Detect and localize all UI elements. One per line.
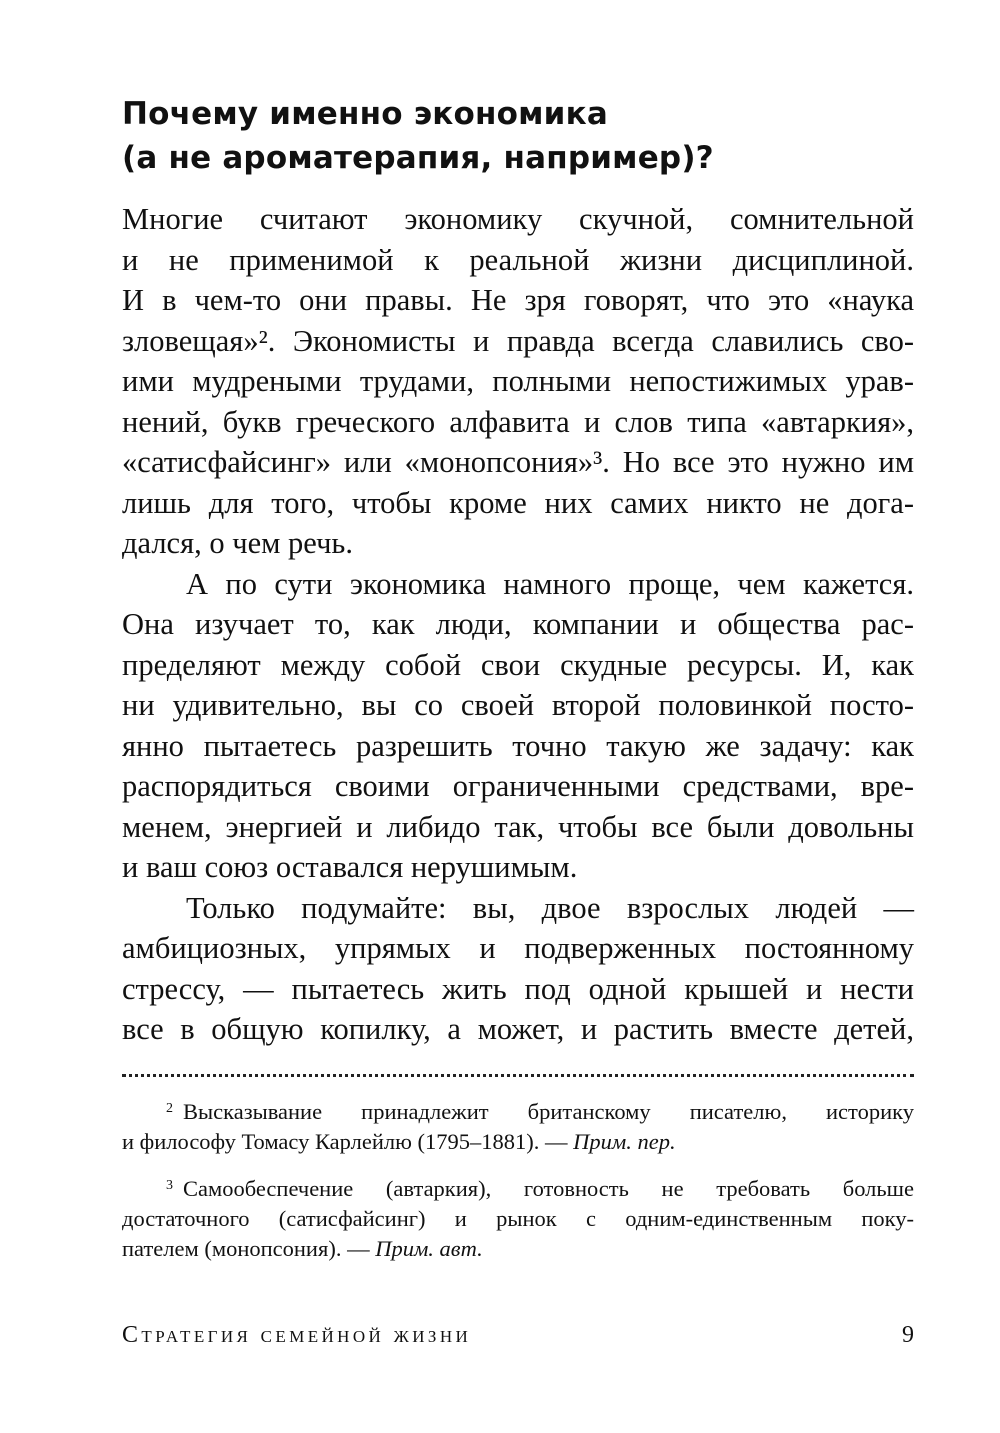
text-line: пределяют между собой свои скудные ресурсы. И, как <box>122 647 914 682</box>
text-line: и не применимой к реальной жизни дисциплиной. <box>122 242 914 277</box>
text-line: «сатисфайсинг» или «монопсония»³. Но все это нужно им <box>122 445 914 479</box>
author-note: Прим. авт. <box>375 1236 483 1261</box>
footnote-text: Высказывание принадлежит британскому писателю, историку <box>183 1099 914 1124</box>
text-line: Многие считают экономику скучной, сомнительной <box>122 202 914 236</box>
footnote-text: и философу Томасу Карлейлю (1795–1881). — <box>122 1129 574 1154</box>
text-line: амбициозных, упрямых и подверженных постоянному <box>122 931 914 965</box>
footnote-marker: 2 <box>166 1101 173 1116</box>
text-line: Только подумайте: вы, двое взрослых людей — <box>186 890 914 925</box>
heading-line: (а не ароматерапия, например)? <box>122 140 714 176</box>
footnote-line: достаточного (сатисфайсинг) и рынок с одним-единственным поку- <box>122 1206 914 1231</box>
section-heading <box>122 92 914 180</box>
page-number: 9 <box>902 1322 914 1348</box>
footnote-divider <box>122 1074 914 1077</box>
text-line: Она изучает то, как люди, компании и общества рас- <box>122 607 914 641</box>
book-page <box>122 92 914 1392</box>
footnote-marker: 3 <box>166 1178 173 1193</box>
footnote <box>122 1094 914 1157</box>
footnote-line <box>122 1127 914 1157</box>
page-footer <box>122 1322 914 1362</box>
text-line: янно пытаетесь разрешить точно такую же задачу: как <box>122 728 914 763</box>
text-line: зловещая»². Экономисты и правда всегда славились сво- <box>122 323 914 358</box>
text-line: менем, энергией и либидо так, чтобы все были довольны <box>122 809 914 844</box>
paragraph <box>122 888 914 1050</box>
footnote-line <box>122 1234 914 1264</box>
text-line: А по сути экономика намного проще, чем кажется. <box>186 566 914 601</box>
text-line: все в общую копилку, а может, и растить вместе детей, <box>122 1012 914 1046</box>
footnote-text: Самообеспечение (автаркия), готовность не требовать больше <box>183 1176 914 1201</box>
body-text <box>122 199 914 1050</box>
heading-line: Почему именно экономика <box>122 96 608 132</box>
text-line: лишь для того, чтобы кроме них самих никто не дога- <box>122 485 914 520</box>
paragraph <box>122 199 914 564</box>
text-line: стрессу, — пытаетесь жить под одной крышей и нести <box>122 971 914 1006</box>
text-line: и ваш союз оставался нерушимым. <box>122 850 578 884</box>
paragraph <box>122 564 914 888</box>
text-line: ими мудреными трудами, полными непостижимых урав- <box>122 364 914 398</box>
footnote-line <box>122 1094 914 1127</box>
text-line: распорядиться своими ограниченными средствами, вре- <box>122 769 914 803</box>
text-line: ни удивительно, вы со своей второй половинкой посто- <box>122 688 914 722</box>
text-line: дался, о чем речь. <box>122 526 353 560</box>
text-line: И в чем-то они правы. Не зря говорят, что это «наука <box>122 283 914 317</box>
footnote-line <box>122 1171 914 1204</box>
running-title: Стратегия семейной жизни <box>122 1322 472 1348</box>
footnotes <box>122 1094 914 1278</box>
translator-note: Прим. пер. <box>573 1129 676 1154</box>
text-line: нений, букв греческого алфавита и слов типа «автаркия», <box>122 404 914 439</box>
footnote <box>122 1171 914 1264</box>
footnote-text: пателем (монопсония). — <box>122 1236 376 1261</box>
